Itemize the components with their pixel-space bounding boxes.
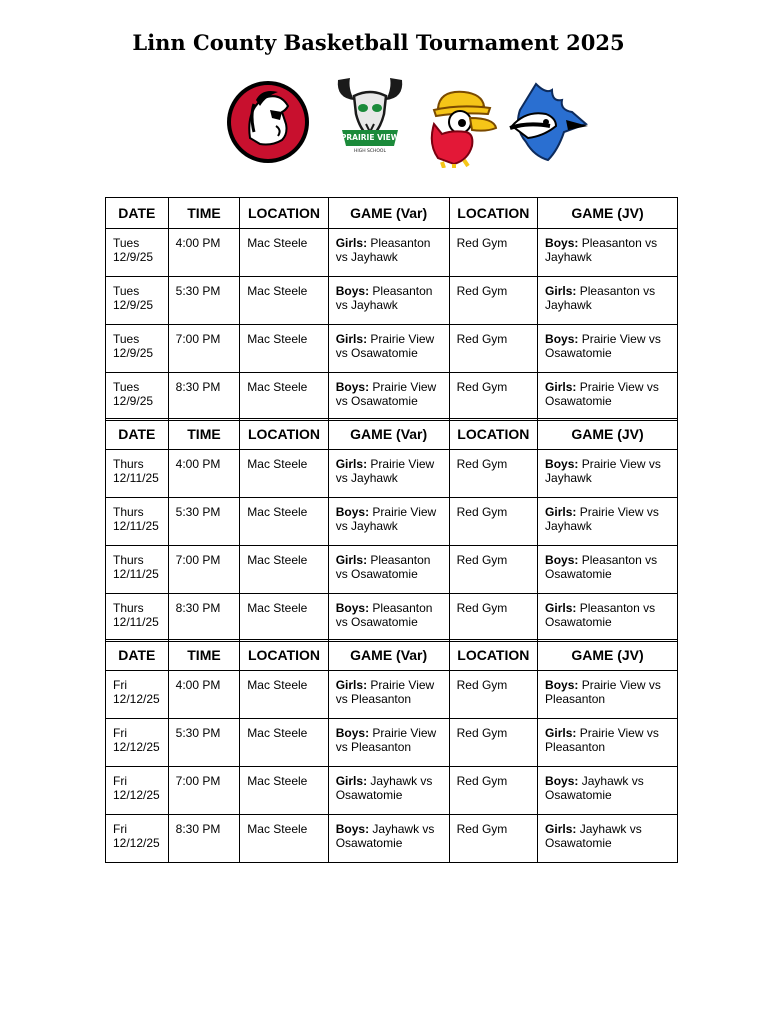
matchup: Pleasanton vs Osawatomie	[335, 601, 433, 629]
table-row	[106, 229, 678, 277]
gender-label: Boys:	[545, 236, 579, 250]
cell-game-var	[328, 546, 449, 594]
matchup: Prairie View vs Jayhawk	[335, 505, 437, 533]
cell-game-var	[328, 373, 449, 421]
table-row	[106, 671, 678, 719]
table-row	[106, 815, 678, 863]
header-row	[106, 198, 678, 229]
cell-game-var	[328, 815, 449, 863]
col-header-game-var: GAME (Var)	[328, 419, 449, 450]
prairie-view-buffalo-skull-logo	[332, 74, 408, 156]
col-header-game-var: GAME (Var)	[328, 198, 449, 229]
cell-game-var	[328, 450, 449, 498]
cell-game-jv	[538, 767, 678, 815]
col-header-location-jv: LOCATION	[449, 640, 537, 671]
cell-game-jv	[538, 546, 678, 594]
cell-game-jv	[538, 229, 678, 277]
cell-game-var	[328, 229, 449, 277]
cell-location-jv: Red Gym	[449, 450, 537, 498]
header-row	[106, 419, 678, 450]
col-header-location: LOCATION	[240, 419, 328, 450]
cell-game-jv	[538, 594, 678, 642]
matchup: Prairie View vs Jayhawk	[545, 457, 661, 485]
spartan-helmet-logo	[226, 80, 310, 164]
cell-time: 7:00 PM	[168, 546, 240, 594]
cell-date: Tues 12/9/25	[106, 325, 169, 373]
table-row	[106, 719, 678, 767]
matchup: Jayhawk vs Osawatomie	[335, 774, 433, 802]
col-header-game-jv: GAME (JV)	[538, 198, 678, 229]
col-header-date: DATE	[106, 198, 169, 229]
table-row	[106, 767, 678, 815]
cell-location-jv: Red Gym	[449, 498, 537, 546]
gender-label: Girls:	[335, 236, 368, 250]
cell-location-jv: Red Gym	[449, 767, 537, 815]
matchup: Pleasanton vs Jayhawk	[545, 236, 658, 264]
cell-location-jv: Red Gym	[449, 325, 537, 373]
gender-label: Boys:	[335, 505, 370, 519]
col-header-time: TIME	[168, 640, 240, 671]
cell-time: 8:30 PM	[168, 373, 240, 421]
gender-label: Boys:	[335, 822, 370, 836]
cell-date: Thurs 12/11/25	[106, 498, 169, 546]
cell-game-var	[328, 671, 449, 719]
cell-time: 4:00 PM	[168, 450, 240, 498]
gender-label: Boys:	[335, 601, 370, 615]
cell-location: Mac Steele	[240, 325, 328, 373]
cell-time: 5:30 PM	[168, 277, 240, 325]
cell-date: Fri 12/12/25	[106, 815, 169, 863]
matchup: Pleasanton vs Osawatomie	[545, 553, 658, 581]
cell-game-var	[328, 325, 449, 373]
cell-game-var	[328, 767, 449, 815]
cell-location: Mac Steele	[240, 594, 328, 642]
cell-date: Fri 12/12/25	[106, 767, 169, 815]
matchup: Pleasanton vs Jayhawk	[335, 236, 431, 264]
cell-game-var	[328, 594, 449, 642]
jayhawk-logo	[424, 84, 498, 168]
gender-label: Girls:	[545, 284, 577, 298]
cell-location: Mac Steele	[240, 815, 328, 863]
schedule-table-tuesday	[105, 197, 678, 421]
matchup: Prairie View vs Osawatomie	[545, 332, 661, 360]
cell-game-var	[328, 498, 449, 546]
cell-date: Thurs 12/11/25	[106, 546, 169, 594]
cell-location-jv: Red Gym	[449, 546, 537, 594]
matchup: Prairie View vs Jayhawk	[545, 505, 659, 533]
col-header-location-jv: LOCATION	[449, 198, 537, 229]
cell-time: 4:00 PM	[168, 671, 240, 719]
matchup: Prairie View vs Pleasanton	[545, 726, 659, 754]
cell-time: 7:00 PM	[168, 767, 240, 815]
col-header-game-var: GAME (Var)	[328, 640, 449, 671]
cell-location-jv: Red Gym	[449, 815, 537, 863]
table-row	[106, 546, 678, 594]
cell-location-jv: Red Gym	[449, 719, 537, 767]
cell-date: Tues 12/9/25	[106, 229, 169, 277]
cell-game-jv	[538, 277, 678, 325]
col-header-location: LOCATION	[240, 640, 328, 671]
matchup: Prairie View vs Jayhawk	[335, 457, 435, 485]
logo-subtext: HIGH SCHOOL	[354, 149, 386, 154]
matchup: Prairie View vs Pleasanton	[335, 678, 435, 706]
cell-location: Mac Steele	[240, 546, 328, 594]
table-row	[106, 373, 678, 421]
cell-location-jv: Red Gym	[449, 594, 537, 642]
gender-label: Boys:	[545, 457, 579, 471]
cell-location: Mac Steele	[240, 373, 328, 421]
cell-time: 4:00 PM	[168, 229, 240, 277]
gender-label: Boys:	[545, 774, 579, 788]
cell-time: 5:30 PM	[168, 719, 240, 767]
table-row	[106, 325, 678, 373]
table-row	[106, 594, 678, 642]
matchup: Jayhawk vs Osawatomie	[545, 774, 644, 802]
schedule-table-friday	[105, 639, 678, 863]
table-row	[106, 277, 678, 325]
cell-game-jv	[538, 498, 678, 546]
gender-label: Boys:	[545, 553, 579, 567]
logo-text: PRAIRIE VIEW	[340, 133, 400, 142]
gender-label: Boys:	[335, 284, 370, 298]
cell-date: Tues 12/9/25	[106, 277, 169, 325]
table-row	[106, 450, 678, 498]
cell-location: Mac Steele	[240, 671, 328, 719]
team-logos	[0, 74, 757, 170]
col-header-game-jv: GAME (JV)	[538, 640, 678, 671]
col-header-location-jv: LOCATION	[449, 419, 537, 450]
gender-label: Boys:	[545, 678, 579, 692]
cell-location: Mac Steele	[240, 767, 328, 815]
matchup: Prairie View vs Osawatomie	[545, 380, 659, 408]
cell-location: Mac Steele	[240, 498, 328, 546]
matchup: Prairie View vs Pleasanton	[335, 726, 437, 754]
gender-label: Boys:	[545, 332, 579, 346]
matchup: Prairie View vs Osawatomie	[335, 332, 435, 360]
gender-label: Girls:	[335, 457, 368, 471]
cell-location: Mac Steele	[240, 450, 328, 498]
gender-label: Girls:	[545, 726, 577, 740]
schedule-table-thursday	[105, 418, 678, 642]
gender-label: Boys:	[335, 726, 370, 740]
col-header-game-jv: GAME (JV)	[538, 419, 678, 450]
cell-game-jv	[538, 450, 678, 498]
cell-date: Thurs 12/11/25	[106, 450, 169, 498]
col-header-date: DATE	[106, 640, 169, 671]
cell-game-jv	[538, 719, 678, 767]
matchup: Pleasanton vs Jayhawk	[335, 284, 433, 312]
cell-game-jv	[538, 815, 678, 863]
blue-jay-logo	[506, 80, 590, 164]
col-header-time: TIME	[168, 419, 240, 450]
gender-label: Boys:	[335, 380, 370, 394]
matchup: Pleasanton vs Jayhawk	[545, 284, 656, 312]
matchup: Jayhawk vs Osawatomie	[335, 822, 435, 850]
gender-label: Girls:	[335, 332, 368, 346]
cell-location: Mac Steele	[240, 229, 328, 277]
cell-game-jv	[538, 671, 678, 719]
gender-label: Girls:	[335, 553, 368, 567]
matchup: Prairie View vs Pleasanton	[545, 678, 661, 706]
matchup: Pleasanton vs Osawatomie	[545, 601, 656, 629]
gender-label: Girls:	[335, 678, 368, 692]
cell-game-jv	[538, 325, 678, 373]
cell-location: Mac Steele	[240, 277, 328, 325]
cell-date: Thurs 12/11/25	[106, 594, 169, 642]
page-title: Linn County Basketball Tournament 2025	[132, 30, 625, 55]
cell-time: 8:30 PM	[168, 594, 240, 642]
cell-location-jv: Red Gym	[449, 229, 537, 277]
col-header-time: TIME	[168, 198, 240, 229]
cell-location-jv: Red Gym	[449, 277, 537, 325]
cell-time: 8:30 PM	[168, 815, 240, 863]
cell-location: Mac Steele	[240, 719, 328, 767]
col-header-location: LOCATION	[240, 198, 328, 229]
cell-game-var	[328, 719, 449, 767]
cell-date: Fri 12/12/25	[106, 671, 169, 719]
gender-label: Girls:	[335, 774, 368, 788]
cell-time: 5:30 PM	[168, 498, 240, 546]
col-header-date: DATE	[106, 419, 169, 450]
table-row	[106, 498, 678, 546]
gender-label: Girls:	[545, 505, 577, 519]
gender-label: Girls:	[545, 822, 577, 836]
matchup: Jayhawk vs Osawatomie	[545, 822, 642, 850]
cell-game-jv	[538, 373, 678, 421]
matchup: Pleasanton vs Osawatomie	[335, 553, 431, 581]
cell-time: 7:00 PM	[168, 325, 240, 373]
cell-location-jv: Red Gym	[449, 373, 537, 421]
cell-location-jv: Red Gym	[449, 671, 537, 719]
cell-date: Tues 12/9/25	[106, 373, 169, 421]
gender-label: Girls:	[545, 380, 577, 394]
gender-label: Girls:	[545, 601, 577, 615]
cell-game-var	[328, 277, 449, 325]
matchup: Prairie View vs Osawatomie	[335, 380, 437, 408]
cell-date: Fri 12/12/25	[106, 719, 169, 767]
header-row	[106, 640, 678, 671]
